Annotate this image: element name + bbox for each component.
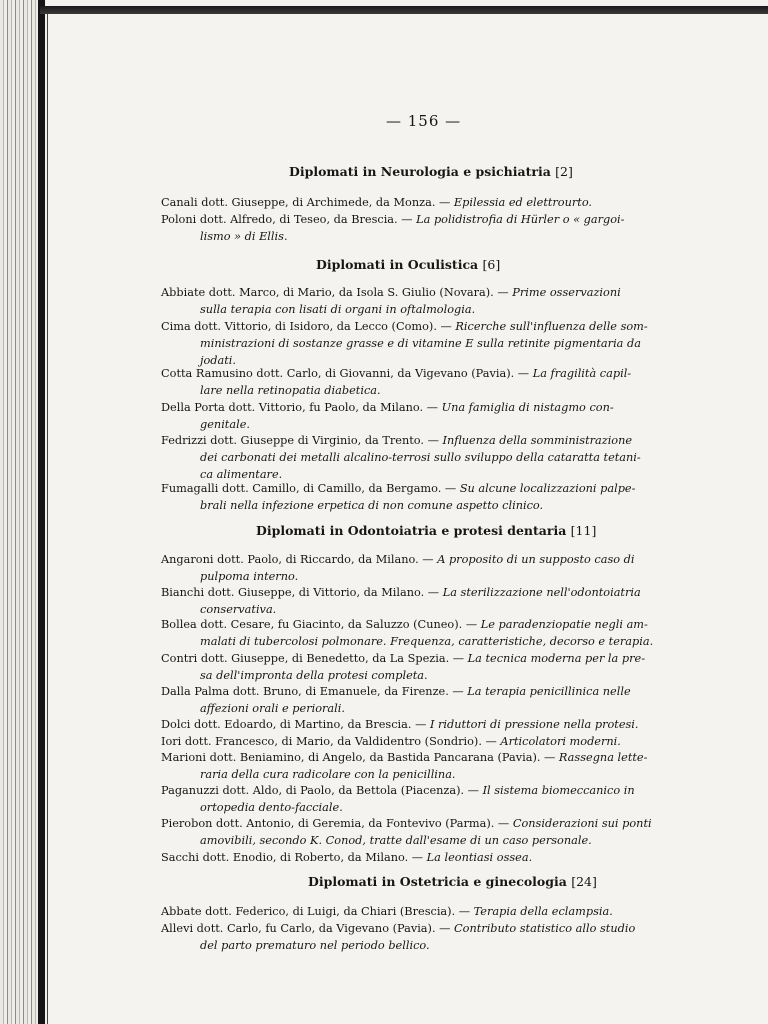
entry-thesis-title: Rassegna lette-: [558, 751, 648, 764]
list-entry: [161, 782, 697, 816]
list-entry: [161, 733, 697, 750]
entry-thesis-title: Articolatori moderni.: [500, 735, 621, 748]
entry-author: Marioni dott. Beniamino, di Angelo, da Bastida Pancarana (Pavia). —: [161, 751, 559, 764]
entry-author: Della Porta dott. Vittorio, fu Paolo, da Milano. —: [161, 401, 442, 414]
entry-author: Abbate dott. Federico, di Luigi, da Chiari (Brescia). —: [161, 905, 474, 918]
section-heading-oculistica: [316, 257, 500, 272]
entry-thesis-title: Influenza della somministrazione: [442, 434, 633, 447]
entry-author: Dalla Palma dott. Bruno, di Emanuele, da Firenze. —: [161, 685, 468, 698]
entry-author: Abbiate dott. Marco, di Mario, da Isola S. Giulio (Novara). —: [161, 286, 513, 299]
entry-author: Sacchi dott. Enodio, di Roberto, da Milano. —: [161, 851, 427, 864]
list-entry: [161, 683, 697, 717]
list-entry: [161, 650, 697, 684]
list-entry: [161, 849, 697, 866]
entry-thesis-title: La fragilità capil-: [532, 367, 632, 380]
entry-thesis-title: Considerazioni sui ponti: [512, 817, 652, 830]
list-entry: [161, 584, 697, 618]
entry-thesis-title-cont: malati di tubercolosi polmonare. Frequenza, caratteristiche, decorso e terapia.: [200, 635, 654, 648]
top-scan-border: [40, 6, 768, 14]
entry-thesis-title: La leontiasi ossea.: [426, 851, 533, 864]
entry-thesis-title-cont: brali nella infezione erpetica di non comune aspetto clinico.: [200, 499, 544, 512]
entry-thesis-title-cont: lismo » di Ellis.: [200, 230, 288, 243]
entry-thesis-title: A proposito di un supposto caso di: [437, 553, 635, 566]
list-entry: [161, 903, 697, 920]
entry-author: Dolci dott. Edoardo, di Martino, da Brescia. —: [161, 718, 430, 731]
entry-author: Cima dott. Vittorio, di Isidoro, da Lecco (Como). —: [161, 320, 456, 333]
entry-thesis-title-cont: conservativa.: [200, 603, 277, 616]
entry-thesis-title: Le paradenziopatie negli am-: [480, 618, 648, 631]
section-title: Diplomati in Neurologia e psichiatria: [289, 164, 551, 179]
entry-author: Allevi dott. Carlo, fu Carlo, da Vigevano (Pavia). —: [161, 922, 455, 935]
entry-author: Bianchi dott. Giuseppe, di Vittorio, da Milano. —: [161, 586, 443, 599]
section-title: Diplomati in Oculistica: [316, 257, 479, 272]
section-count: [2]: [555, 164, 573, 179]
entry-author: Angaroni dott. Paolo, di Riccardo, da Milano. —: [161, 553, 438, 566]
page-gutter-line: [47, 10, 48, 1024]
entry-thesis-title: Terapia della eclampsia.: [473, 905, 613, 918]
list-entry: [161, 749, 697, 783]
entry-author: Pierobon dott. Antonio, di Geremia, da Fontevivo (Parma). —: [161, 817, 513, 830]
entry-thesis-title-cont: genitale.: [200, 418, 250, 431]
entry-thesis-title: La tecnica moderna per la pre-: [467, 652, 646, 665]
entry-thesis-title: Ricerche sull'influenza delle som-: [455, 320, 648, 333]
list-entry: [161, 365, 697, 399]
list-entry: [161, 616, 697, 650]
list-entry: [161, 211, 697, 245]
section-title: Diplomati in Odontoiatria e protesi dentaria: [256, 523, 567, 538]
entry-author: Iori dott. Francesco, di Mario, da Valdidentro (Sondrio). —: [161, 735, 501, 748]
entry-author: Paganuzzi dott. Aldo, di Paolo, da Bettola (Piacenza). —: [161, 784, 483, 797]
entry-thesis-title: Il sistema biomeccanico in: [482, 784, 635, 797]
entry-author: Bollea dott. Cesare, fu Giacinto, da Saluzzo (Cuneo). —: [161, 618, 481, 631]
entry-thesis-title: Su alcune localizzazioni palpe-: [459, 482, 636, 495]
entry-thesis-title-cont: ortopedia dento-facciale.: [200, 801, 343, 814]
entry-author: Fedrizzi dott. Giuseppe di Virginio, da Trento. —: [161, 434, 443, 447]
entry-author: Fumagalli dott. Camillo, di Camillo, da Bergamo. —: [161, 482, 460, 495]
page-number: — 156 —: [386, 112, 462, 130]
list-entry: [161, 480, 697, 514]
section-heading-odontoiatria: [256, 523, 596, 538]
entry-thesis-title: La polidistrofia di Hürler o « gargoi-: [416, 213, 625, 226]
entry-thesis-title: La sterilizzazione nell'odontoiatria: [442, 586, 641, 599]
entry-thesis-title: Epilessia ed elettrourto.: [453, 196, 593, 209]
list-entry: [161, 432, 697, 483]
entry-thesis-title-cont: del parto prematuro nel periodo bellico.: [200, 939, 430, 952]
section-heading-neurologia: [289, 164, 573, 179]
list-entry: [161, 318, 697, 369]
list-entry: [161, 194, 697, 211]
entry-thesis-title-cont: dei carbonati dei metalli alcalino-terrosi sullo sviluppo della cataratta tetani-: [200, 451, 641, 464]
entry-thesis-title-cont: amovibili, secondo K. Conod, tratte dall'esame di un caso personale.: [200, 834, 592, 847]
section-count: [11]: [570, 523, 597, 538]
entry-thesis-title-cont: pulpoma interno.: [200, 570, 299, 583]
entry-thesis-title-cont: sulla terapia con lisati di organi in oftalmologia.: [200, 303, 476, 316]
entry-thesis-title-cont: sa dell'impronta della protesi completa.: [200, 669, 428, 682]
section-count: [24]: [571, 874, 597, 889]
section-count: [6]: [482, 257, 501, 272]
entry-thesis-title-cont: lare nella retinopatia diabetica.: [200, 384, 381, 397]
list-entry: [161, 815, 697, 849]
entry-thesis-title: I riduttori di pressione nella protesi.: [429, 718, 639, 731]
entry-thesis-title-cont: jodati.: [200, 354, 237, 367]
entry-author: Cotta Ramusino dott. Carlo, di Giovanni, da Vigevano (Pavia). —: [161, 367, 533, 380]
page-gutter-shadow: [38, 0, 45, 1024]
entry-thesis-title: Contributo statistico allo studio: [454, 922, 636, 935]
entry-thesis-title-cont: ministrazioni di sostanze grasse e di vitamine E sulla retinite pigmentaria da: [200, 337, 641, 350]
list-entry: [161, 716, 697, 733]
entry-thesis-title-cont: affezioni orali e periorali.: [200, 702, 345, 715]
entry-thesis-title-cont: ca alimentare.: [200, 468, 283, 481]
entry-thesis-title: Prime osservazioni: [512, 286, 621, 299]
entry-author: Canali dott. Giuseppe, di Archimede, da Monza. —: [161, 196, 454, 209]
entry-author: Poloni dott. Alfredo, di Teseo, da Brescia. —: [161, 213, 417, 226]
list-entry: [161, 284, 697, 318]
list-entry: [161, 920, 697, 954]
list-entry: [161, 399, 697, 433]
section-title: Diplomati in Ostetricia e ginecologia: [308, 874, 567, 889]
entry-thesis-title: La terapia penicillinica nelle: [467, 685, 631, 698]
section-heading-ostetricia: [308, 874, 597, 889]
entry-thesis-title: Una famiglia di nistagmo con-: [441, 401, 614, 414]
entry-author: Contri dott. Giuseppe, di Benedetto, da La Spezia. —: [161, 652, 468, 665]
entry-thesis-title-cont: raria della cura radicolare con la penicillina.: [200, 768, 456, 781]
list-entry: [161, 551, 697, 585]
